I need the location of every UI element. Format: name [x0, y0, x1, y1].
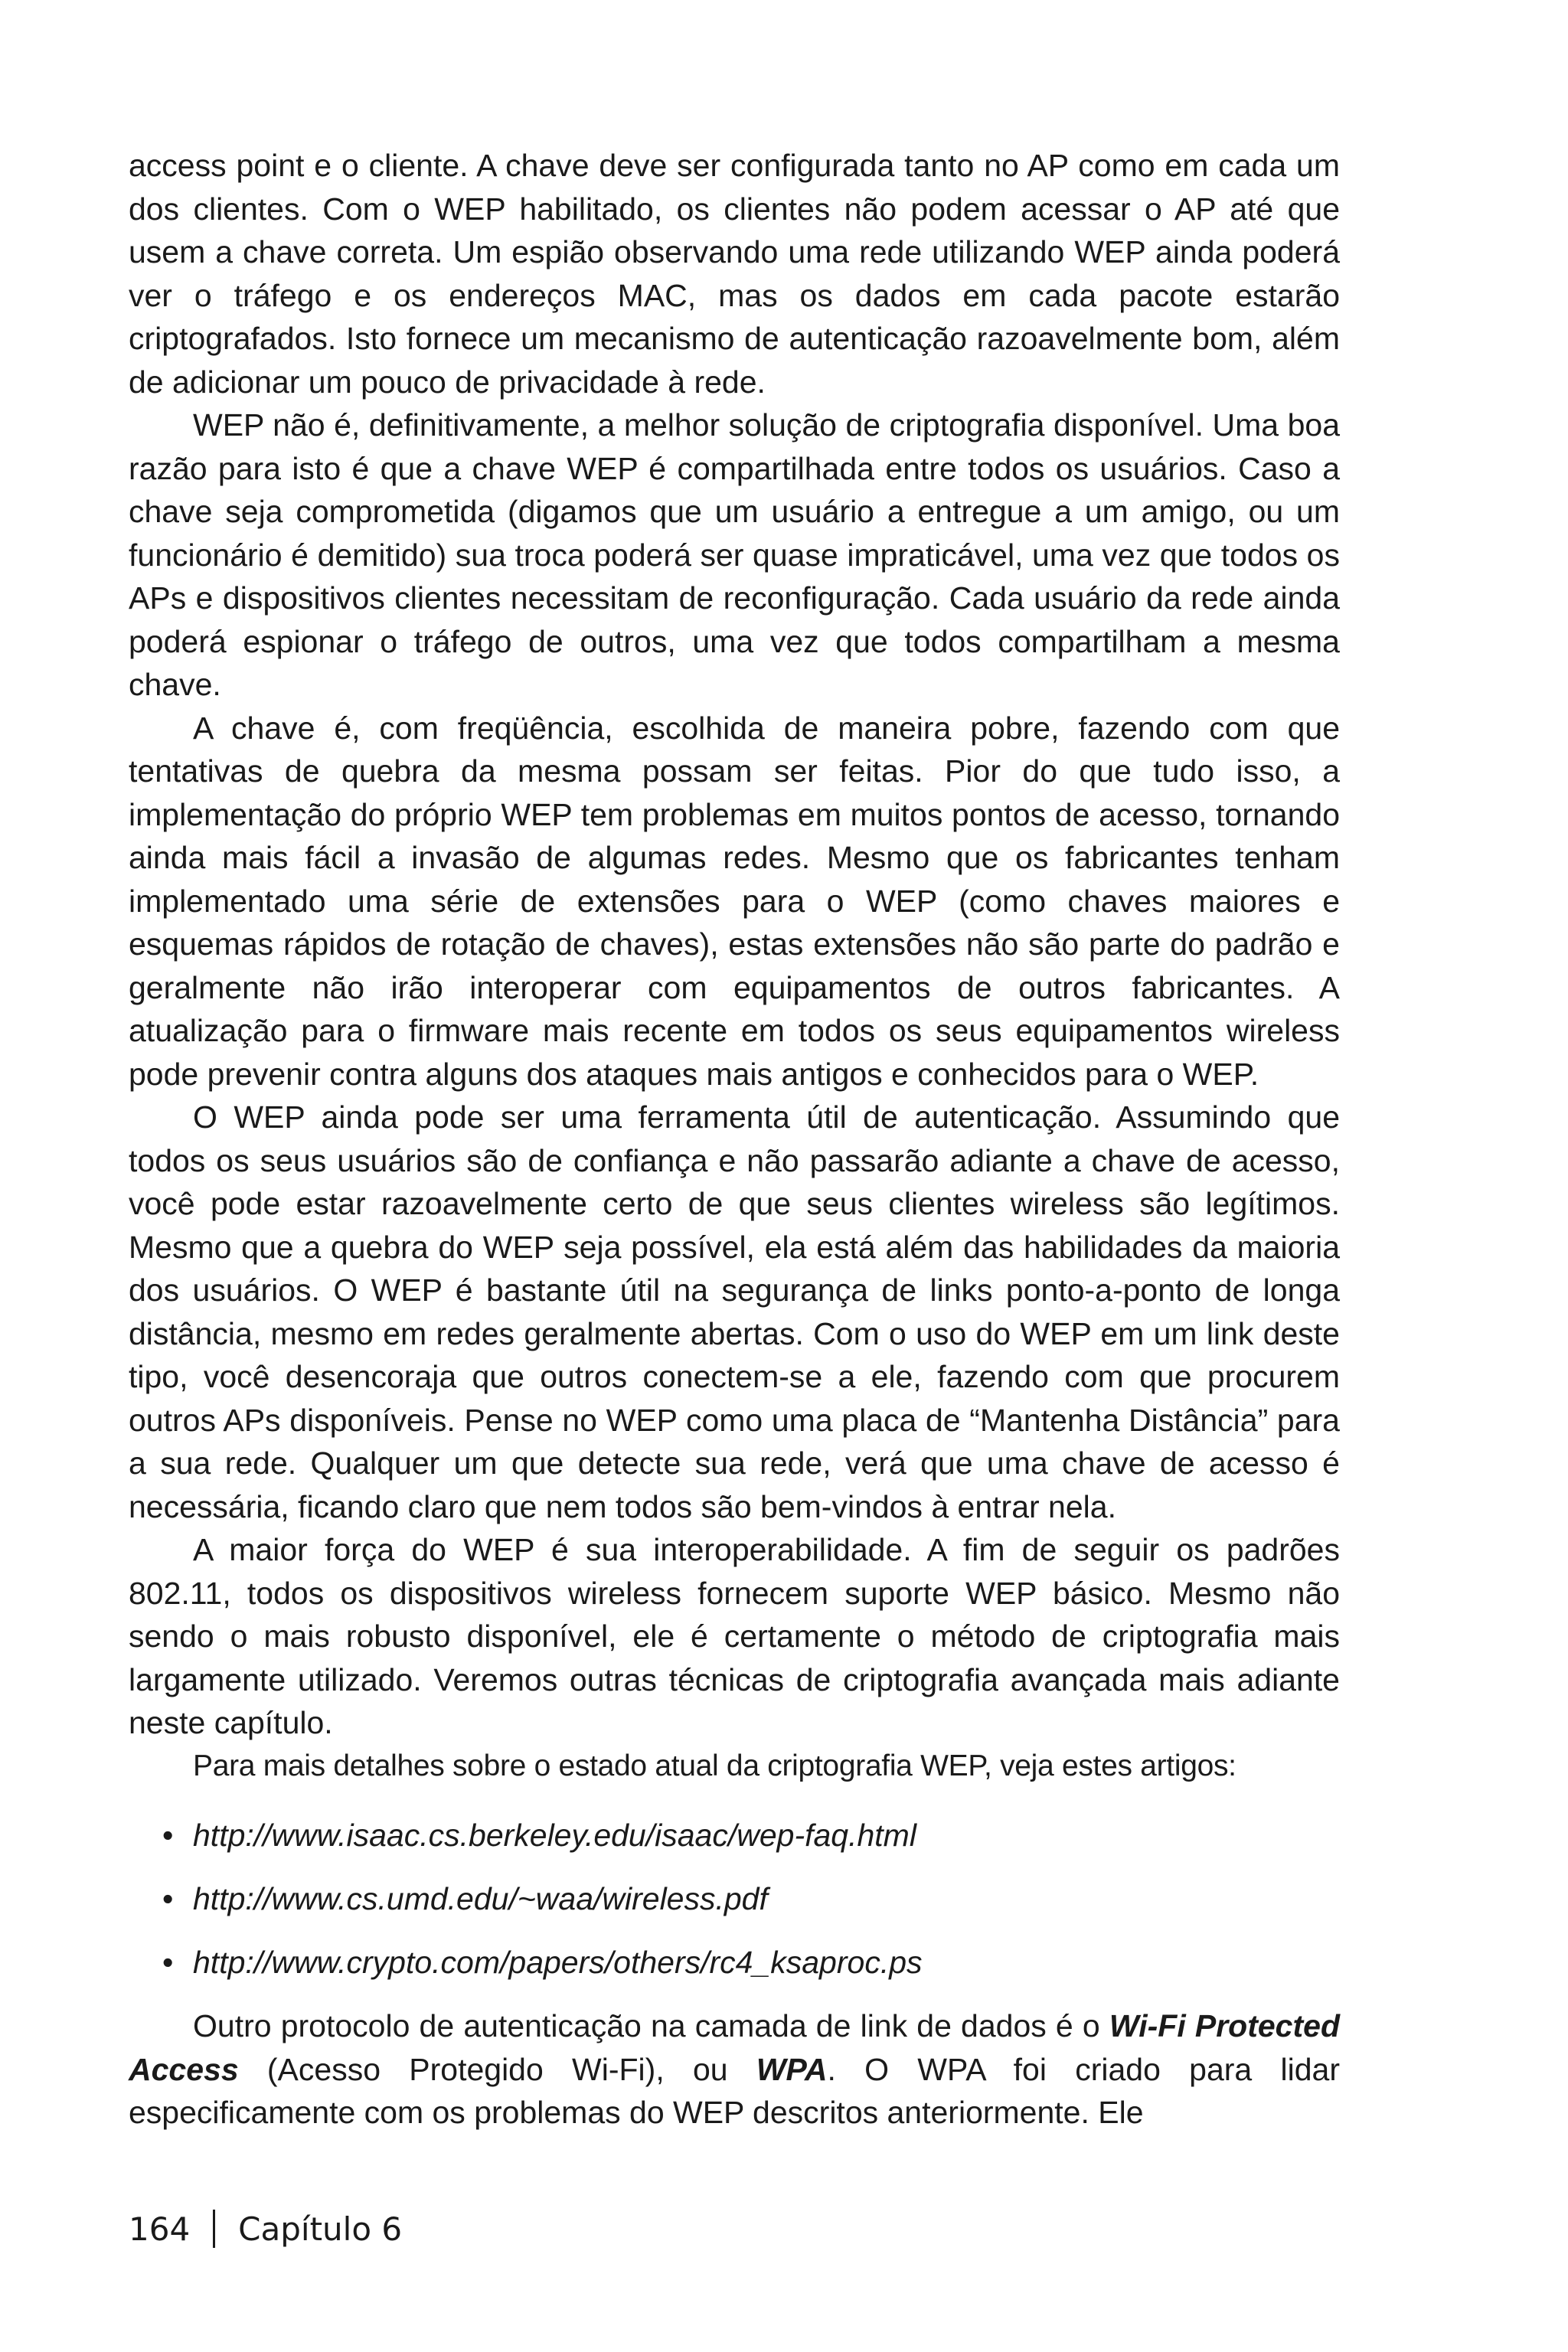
paragraph-4: O WEP ainda pode ser uma ferramenta útil de autenticação. Assumindo que todos os seus usuários são de confiança e não passarão adiante a chave de acesso, você pode estar razoavelmente certo de que seus clientes wireless são legítimos. Mesmo que a quebra do WEP seja possível, ela está além das habilidades da maioria dos usuários. O WEP é bastante útil na segurança de links ponto-a-ponto de longa distância, mesmo em redes geralmente abertas. Com o uso do WEP em um link deste tipo, você desencoraja que outros conectem-se a ele, fazendo com que procurem outros APs disponíveis. Pense no WEP como uma placa de “Mantenha Distância” para a sua rede. Qualquer um que detecte sua rede, verá que uma chave de acesso é necessária, ficando claro que nem todos são bem-vindos à entrar nela. — [129, 1099, 1340, 1524]
bullet-icon: • — [162, 1818, 174, 1853]
paragraph-1: access point e o cliente. A chave deve ser configurada tanto no AP como em cada um dos clientes. Com o WEP habilitado, os clientes não podem acessar o AP até que usem a chave correta. Um espião observando uma rede utilizando WEP ainda poderá ver o tráfego e os endereços MAC, mas os dados em cada pacote estarão criptografados. Isto fornece um mecanismo de autenticação razoavelmente bom, além de adicionar um pouco de privacidade à rede. — [129, 148, 1340, 400]
chapter-label: Capítulo 6 — [238, 2210, 403, 2248]
list-item — [129, 1814, 1340, 1857]
paragraph-5: A maior força do WEP é sua interoperabilidade. A fim de seguir os padrões 802.11, todos os dispositivos wireless fornecem suporte WEP básico. Mesmo não sendo o mais robusto disponível, ele é certamente o método de criptografia mais largamente utilizado. Veremos outras técnicas de criptografia avançada mais adiante neste capítulo. — [129, 1532, 1340, 1740]
page-footer — [129, 2210, 402, 2248]
wpa-term-abbr: WPA — [756, 2051, 828, 2087]
paragraph-2: WEP não é, definitivamente, a melhor solução de criptografia disponível. Uma boa razão para isto é que a chave WEP é compartilhada entre todos os usuários. Caso a chave seja comprometida (digamos que um usuário a entregue a um amigo, ou um funcionário é demitido) sua troca poderá ser quase impraticável, uma vez que todos os APs e dispositivos clientes necessitam de reconfiguração. Cada usuário da rede ainda poderá espionar o tráfego de outros, uma vez que todos compartilham a mesma chave. — [129, 407, 1340, 702]
link-url: http://www.cs.umd.edu/~waa/wireless.pdf — [193, 1881, 768, 1916]
link-list — [129, 1814, 1340, 1984]
link-url: http://www.crypto.com/papers/others/rc4_ksaproc.ps — [193, 1945, 923, 1980]
link-url: http://www.isaac.cs.berkeley.edu/isaac/wep-faq.html — [193, 1818, 916, 1853]
paragraph-wpa — [129, 2004, 1340, 2135]
page-body — [129, 144, 1340, 2135]
paragraph-3: A chave é, com freqüência, escolhida de maneira pobre, fazendo com que tentativas de quebra da mesma possam ser feitas. Pior do que tudo isso, a implementação do próprio WEP tem problemas em muitos pontos de acesso, tornando ainda mais fácil a invasão de algumas redes. Mesmo que os fabricantes tenham implementado uma série de extensões para o WEP (como chaves maiores e esquemas rápidos de rotação de chaves), estas extensões não são parte do padrão e geralmente não irão interoperar com equipamentos de outros fabricantes. A atualização para o firmware mais recente em todos os seus equipamentos wireless pode prevenir contra alguns dos ataques mais antigos e conhecidos para o WEP. — [129, 710, 1340, 1092]
page-number: 164 — [129, 2210, 191, 2248]
list-item — [129, 1877, 1340, 1920]
list-item — [129, 1941, 1340, 1984]
footer-divider — [213, 2210, 215, 2248]
wpa-term-full: Wi-Fi Protected Access — [129, 2008, 1340, 2087]
wpa-text-3: . O WPA foi criado para lidar especificamente com os problemas do WEP descritos anteriormente. Ele — [129, 2051, 1340, 2130]
bullet-icon: • — [162, 1881, 174, 1916]
paragraph-6: Para mais detalhes sobre o estado atual da criptografia WEP, veja estes artigos: — [193, 1749, 1236, 1782]
wpa-text-1: Outro protocolo de autenticação na camada de link de dados é o — [193, 2008, 1109, 2043]
bullet-icon: • — [162, 1945, 174, 1980]
wpa-text-2: (Acesso Protegido Wi-Fi), ou — [238, 2051, 756, 2087]
